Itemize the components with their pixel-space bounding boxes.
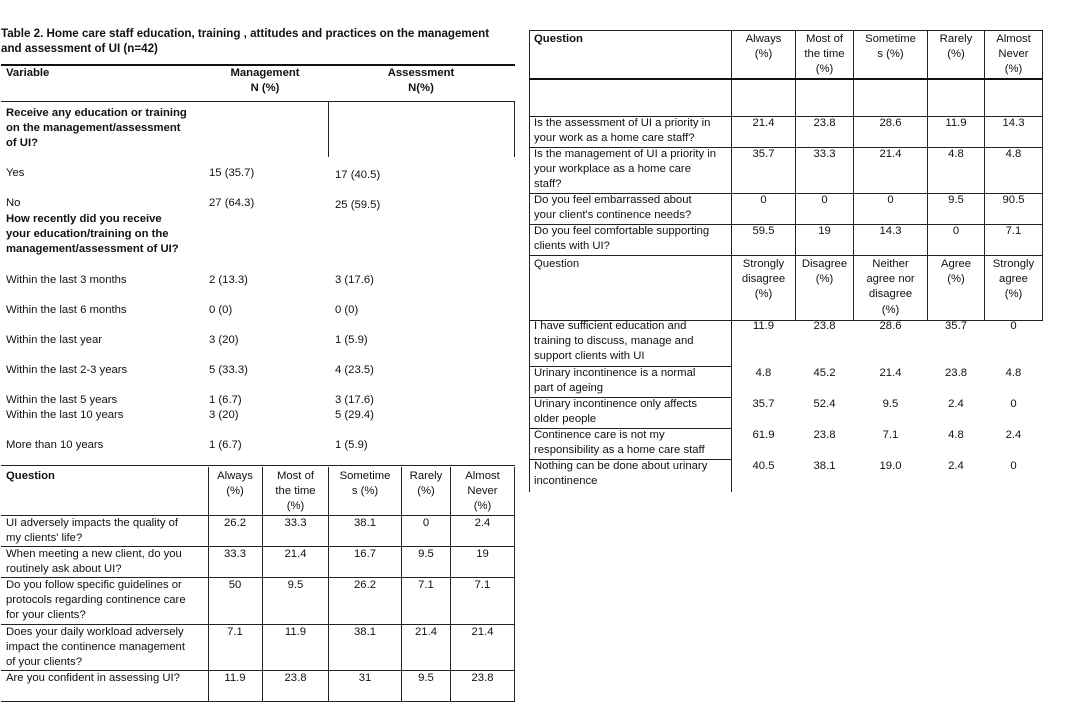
caption-line-2: and assessment of UI (n=42) xyxy=(1,42,158,55)
question-cell: Nothing can be done about urinary incontinence xyxy=(534,460,708,488)
header-sometimes: Sometime s (%) xyxy=(865,33,916,61)
cell-sometimes: 14.3 xyxy=(879,225,902,237)
header-almost-never: Almost Never (%) xyxy=(996,33,1031,76)
cell-strongly-disagree: 61.9 xyxy=(752,429,775,441)
header-always: Always (%) xyxy=(217,470,253,498)
cell-management: 2 (13.3) xyxy=(209,274,248,286)
cell-always: 33.3 xyxy=(224,548,246,560)
cell-most: 9.5 xyxy=(287,579,304,591)
question-cell: Do you feel comfortable supporting clients with UI? xyxy=(534,225,710,253)
caption-line-1: Table 2. Home care staff education, training , attitudes and practices on the management xyxy=(1,27,490,40)
divider xyxy=(328,101,329,157)
divider xyxy=(514,101,515,157)
header-management: Management xyxy=(230,67,300,79)
cell-management: 5 (33.3) xyxy=(209,364,248,376)
question-cell: Urinary incontinence only affects older people xyxy=(534,398,698,426)
header-sometimes: Sometime s (%) xyxy=(339,470,391,498)
cell-management: 1 (6.7) xyxy=(209,439,242,451)
row-label: Yes xyxy=(6,167,25,179)
question-cell: Do you feel embarrassed about your client's continence needs? xyxy=(534,194,692,222)
row-label: Within the last 5 years xyxy=(6,394,118,406)
cell-rarely: 9.5 xyxy=(418,672,434,684)
rule xyxy=(1,701,515,702)
cell-assessment: 3 (17.6) xyxy=(335,274,374,286)
cell-agree: 2.4 xyxy=(948,398,964,410)
cell-neither: 21.4 xyxy=(879,367,902,379)
cell-sometimes: 16.7 xyxy=(354,548,376,560)
rule xyxy=(529,30,1043,31)
cell-strongly-agree: 0 xyxy=(1010,320,1017,332)
cell-never: 19 xyxy=(476,548,489,560)
question-cell: When meeting a new client, do you routinely ask about UI? xyxy=(6,548,182,576)
cell-most: 21.4 xyxy=(284,548,307,560)
header-management-unit: N (%) xyxy=(250,82,280,94)
question-cell: Is the management of UI a priority in your workplace as a home care staff? xyxy=(534,148,717,191)
header-almost-never: Almost Never (%) xyxy=(465,470,500,513)
cell-management: 15 (35.7) xyxy=(209,167,255,179)
cell-assessment: 17 (40.5) xyxy=(335,169,381,181)
cell-agree: 4.8 xyxy=(948,429,964,441)
row-label: Within the last 6 months xyxy=(6,304,127,316)
question-cell: UI adversely impacts the quality of my clients' life? xyxy=(6,517,179,545)
cell-most: 23.8 xyxy=(813,117,836,129)
question-cell: Does your daily workload adversely impact the continence management of your clients? xyxy=(6,626,185,669)
divider xyxy=(529,30,530,256)
cell-never: 7.1 xyxy=(474,579,491,591)
cell-neither: 28.6 xyxy=(879,320,902,332)
question-cell: Continence care is not my responsibility as a home care staff xyxy=(534,429,705,457)
cell-assessment: 1 (5.9) xyxy=(335,439,368,451)
cell-always: 7.1 xyxy=(227,626,243,638)
cell-rarely: 4.8 xyxy=(948,148,964,160)
question-training-received: Receive any education or training on the management/assessment of UI? xyxy=(6,107,187,150)
row-label: More than 10 years xyxy=(6,439,104,451)
cell-neither: 19.0 xyxy=(879,460,902,472)
header-strongly-disagree: Strongly disagree (%) xyxy=(741,258,786,301)
cell-most: 19 xyxy=(818,225,831,237)
divider xyxy=(1042,30,1043,256)
divider xyxy=(853,30,854,256)
divider xyxy=(529,256,530,492)
header-most-of-the-time: Most of the time (%) xyxy=(275,470,316,513)
row-label: Within the last year xyxy=(6,334,103,346)
cell-agree: 35.7 xyxy=(945,320,967,332)
cell-sometimes: 0 xyxy=(887,194,894,206)
rule xyxy=(1,101,515,102)
divider xyxy=(731,30,732,256)
cell-sometimes: 28.6 xyxy=(879,117,902,129)
cell-always: 0 xyxy=(760,194,767,206)
cell-never: 14.3 xyxy=(1002,117,1025,129)
cell-neither: 9.5 xyxy=(882,398,899,410)
cell-disagree: 45.2 xyxy=(813,367,836,379)
cell-never: 90.5 xyxy=(1002,194,1025,206)
cell-rarely: 0 xyxy=(422,517,430,529)
cell-never: 21.4 xyxy=(471,626,494,638)
cell-assessment: 4 (23.5) xyxy=(335,364,374,376)
cell-strongly-agree: 4.8 xyxy=(1005,367,1022,379)
cell-never: 23.8 xyxy=(471,672,494,684)
divider xyxy=(514,467,515,702)
cell-most: 23.8 xyxy=(284,672,307,684)
header-question: Question xyxy=(534,258,580,270)
cell-always: 21.4 xyxy=(752,117,775,129)
cell-never: 7.1 xyxy=(1005,225,1022,237)
divider xyxy=(927,30,928,256)
cell-always: 50 xyxy=(228,579,242,591)
cell-strongly-disagree: 40.5 xyxy=(752,460,775,472)
header-rarely: Rarely (%) xyxy=(409,470,443,498)
cell-assessment: 0 (0) xyxy=(335,304,359,316)
cell-most: 33.3 xyxy=(284,517,307,529)
cell-agree: 2.4 xyxy=(948,460,964,472)
cell-management: 0 (0) xyxy=(209,304,233,316)
cell-strongly-disagree: 11.9 xyxy=(752,320,775,332)
table-caption xyxy=(1,26,489,56)
cell-rarely: 21.4 xyxy=(415,626,437,638)
header-variable: Variable xyxy=(6,67,50,79)
cell-sometimes: 21.4 xyxy=(879,148,902,160)
cell-never: 2.4 xyxy=(474,517,491,529)
cell-most: 0 xyxy=(821,194,828,206)
cell-rarely: 11.9 xyxy=(945,117,967,129)
question-cell: Do you follow specific guidelines or protocols regarding continence care for your clients? xyxy=(6,579,186,622)
cell-management: 27 (64.3) xyxy=(209,197,255,209)
header-strongly-agree: Strongly agree (%) xyxy=(992,258,1035,301)
header-most-of-the-time: Most of the time (%) xyxy=(804,33,845,76)
cell-management: 3 (20) xyxy=(209,334,239,346)
cell-strongly-agree: 0 xyxy=(1010,460,1017,472)
cell-disagree: 23.8 xyxy=(813,320,836,332)
cell-rarely: 7.1 xyxy=(418,579,434,591)
cell-disagree: 38.1 xyxy=(813,460,836,472)
cell-assessment: 25 (59.5) xyxy=(335,199,381,211)
cell-sometimes: 31 xyxy=(358,672,372,684)
header-neither: Neither agree nor disagree (%) xyxy=(866,258,915,316)
cell-disagree: 23.8 xyxy=(813,429,836,441)
cell-always: 26.2 xyxy=(224,517,246,529)
cell-strongly-disagree: 35.7 xyxy=(752,398,775,410)
header-question: Question xyxy=(534,33,583,45)
cell-assessment: 5 (29.4) xyxy=(335,409,374,421)
header-rarely: Rarely (%) xyxy=(939,33,973,61)
row-label: Within the last 10 years xyxy=(6,409,124,421)
cell-always: 11.9 xyxy=(224,672,246,684)
question-cell: Is the assessment of UI a priority in your work as a home care staff? xyxy=(534,117,711,145)
header-agree: Agree (%) xyxy=(940,258,972,286)
header-assessment: Assessment xyxy=(387,67,455,79)
header-disagree: Disagree (%) xyxy=(801,258,848,286)
cell-most: 33.3 xyxy=(813,148,836,160)
cell-sometimes: 26.2 xyxy=(354,579,376,591)
divider xyxy=(1042,256,1043,320)
rule xyxy=(529,255,1043,256)
cell-most: 11.9 xyxy=(284,626,307,638)
question-cell: Are you confident in assessing UI? xyxy=(6,672,180,684)
cell-rarely: 0 xyxy=(952,225,960,237)
question-cell: I have sufficient education and training to discuss, manage and support clients with UI xyxy=(534,320,694,363)
row-label: No xyxy=(6,197,21,209)
cell-sometimes: 38.1 xyxy=(354,517,376,529)
rule xyxy=(1,465,515,466)
cell-strongly-agree: 2.4 xyxy=(1005,429,1022,441)
cell-assessment: 1 (5.9) xyxy=(335,334,368,346)
cell-management: 1 (6.7) xyxy=(209,394,242,406)
cell-rarely: 9.5 xyxy=(418,548,434,560)
row-label: Within the last 2-3 years xyxy=(6,364,128,376)
header-assessment-unit: N(%) xyxy=(408,82,434,94)
question-training-recency: How recently did you receive your education/training on the management/assessment of UI? xyxy=(6,213,179,256)
row-label: Within the last 3 months xyxy=(6,274,127,286)
cell-agree: 23.8 xyxy=(945,367,967,379)
cell-rarely: 9.5 xyxy=(948,194,964,206)
cell-always: 59.5 xyxy=(752,225,775,237)
cell-strongly-disagree: 4.8 xyxy=(755,367,772,379)
rule xyxy=(529,78,1043,80)
question-cell: Urinary incontinence is a normal part of ageing xyxy=(534,367,696,395)
cell-management: 3 (20) xyxy=(209,409,239,421)
cell-always: 35.7 xyxy=(752,148,775,160)
header-question: Question xyxy=(6,470,55,482)
cell-never: 4.8 xyxy=(1005,148,1022,160)
cell-assessment: 3 (17.6) xyxy=(335,394,374,406)
cell-disagree: 52.4 xyxy=(813,398,836,410)
cell-sometimes: 38.1 xyxy=(354,626,376,638)
header-always: Always (%) xyxy=(745,33,782,61)
cell-strongly-agree: 0 xyxy=(1010,398,1017,410)
cell-neither: 7.1 xyxy=(882,429,899,441)
